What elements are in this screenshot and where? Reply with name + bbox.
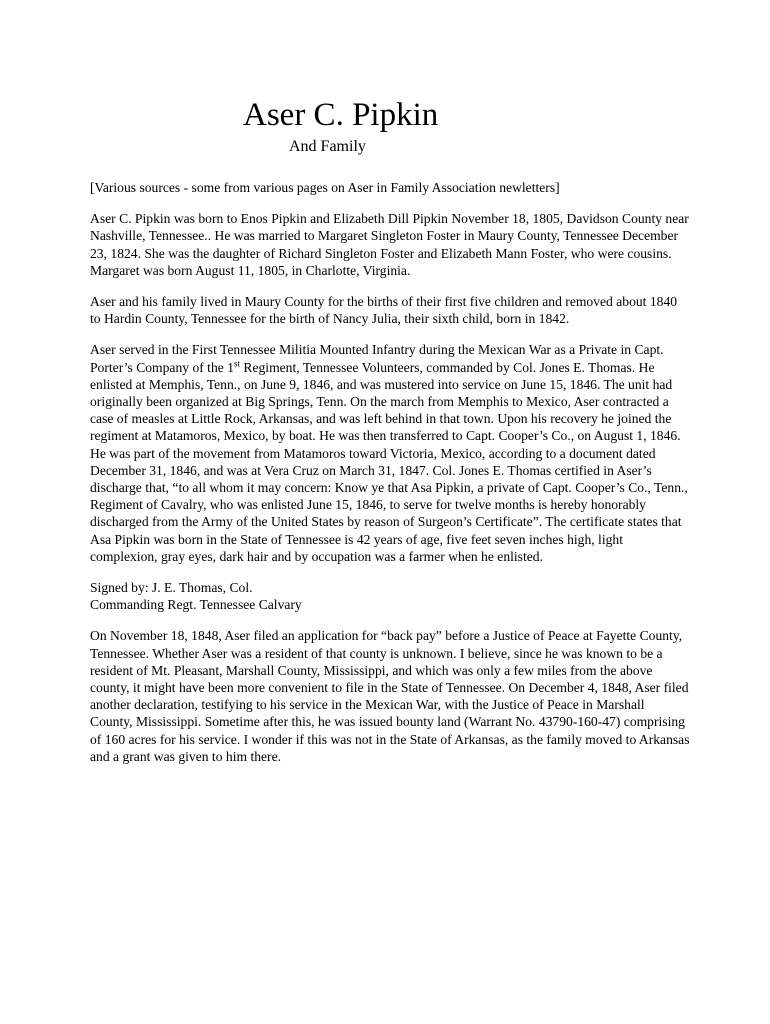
paragraph-family: Aser and his family lived in Maury County for the births of their first five children and removed about 1840 to Hardin County, Tennessee for the birth of Nancy Julia, their sixth child, born in 1842. xyxy=(90,294,678,327)
signature-line-2: Commanding Regt. Tennessee Calvary xyxy=(90,597,302,613)
signature-block xyxy=(90,579,690,613)
paragraph-service-start: Aser served in the First Tennessee Militia Mounted Infantry during the Mexican War as a Private in Capt. Porter’s Company of the 1 xyxy=(90,342,664,375)
document-body xyxy=(90,179,690,765)
signature-line-1: Signed by: J. E. Thomas, Col. xyxy=(90,580,253,596)
paragraph-service xyxy=(90,341,690,565)
sources-note: [Various sources - some from various pages on Aser in Family Association newletters] xyxy=(90,180,560,195)
page-subtitle: And Family xyxy=(289,138,366,155)
ordinal-suffix: st xyxy=(233,358,240,369)
page-title: Aser C. Pipkin xyxy=(243,97,439,133)
paragraph-birth: Aser C. Pipkin was born to Enos Pipkin and Elizabeth Dill Pipkin November 18, 1805, Davidson County near Nashville, Tennessee.. He was married to Margaret Singleton Foster in Maury County, Tennessee December 23, 1824. She was the daughter of Richard Singleton Foster and Elizabeth Mann Foster, who were cousins. Margaret was born August 11, 1805, in Charlotte, Virginia. xyxy=(90,211,689,278)
paragraph-backpay: On November 18, 1848, Aser filed an application for “back pay” before a Justice of Peace at Fayette County, Tennessee. Whether Aser was a resident of that county is unknown. I believe, since he was known to be a resident of Mt. Pleasant, Marshall County, Mississippi, and which was only a few miles from the above county, it might have been more convenient to file in the State of Tennessee. On December 4, 1848, Aser filed another declaration, testifying to his service in the Mexican War, with the Justice of Peace in Marshall County, Mississippi. Sometime after this, he was issued bounty land (Warrant No. 43790-160-47) comprising of 160 acres for his service. I wonder if this was not in the State of Arkansas, as the family moved to Arkansas and a grant was given to him there. xyxy=(90,628,690,764)
paragraph-service-rest: Regiment, Tennessee Volunteers, commanded by Col. Jones E. Thomas. He enlisted at Memphis, Tenn., on June 9, 1846, and was mustered into service on June 15, 1846. The unit had originally been organized at Big Springs, Tenn. On the march from Memphis to Mexico, Aser contracted a case of measles at Little Rock, Arkansas, and was left behind in that town. Upon his recovery he joined the regiment at Matamoros, Mexico, by boat. He was then transferred to Capt. Cooper’s Co., on August 1, 1846. He was part of the movement from Matamoros toward Victoria, Mexico, according to a document dated December 31, 1846, and was at Vera Cruz on March 31, 1847. Col. Jones E. Thomas certified in Aser’s discharge that, “to all whom it may concern: Know ye that Asa Pipkin, a private of Capt. Cooper’s Co., Tenn., Regiment of Cavalry, who was enlisted June 15, 1846, to serve for twelve months is hereby honorably discharged from the Army of the United States by reason of Surgeon’s Certificate”. The certificate states that Asa Pipkin was born in the State of Tennessee is 42 years of age, five feet seven inches high, light complexion, gray eyes, dark hair and by occupation was a farmer when he enlisted. xyxy=(90,359,688,564)
